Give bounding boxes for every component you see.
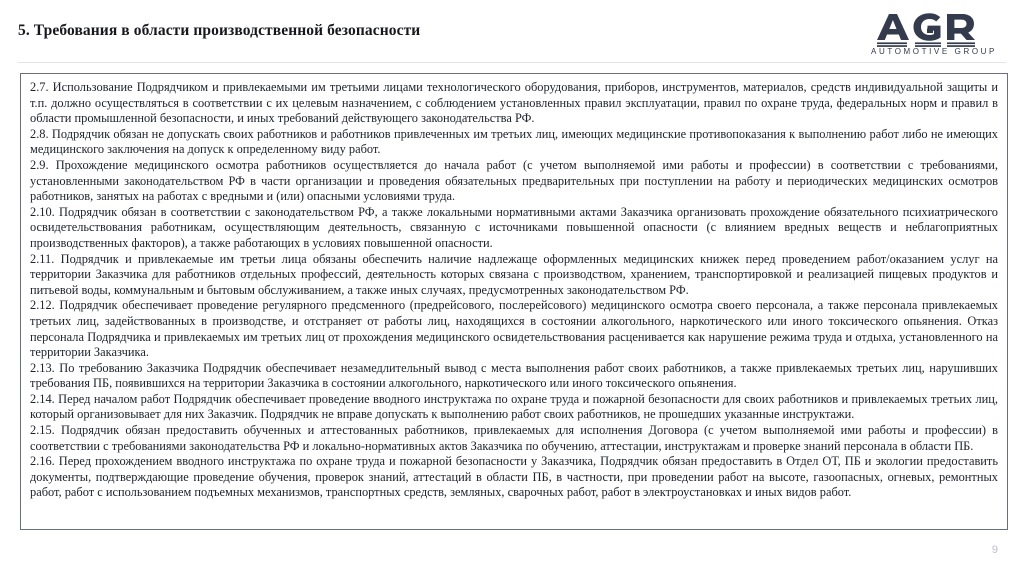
page-number: 9 (991, 544, 998, 556)
paragraph-2-15: 2.15. Подрядчик обязан предоставить обученных и аттестованных работников, привлекаемых для исполнения Договора (с учетом выполняемой ими работы и профессии) в соответствии с требованиями законодательства РФ и локально-нормативных актов Заказчика по обучению, аттестации, инструктажам и проверке знаний персонала в области ПБ. (30, 423, 998, 453)
paragraph-2-9: 2.9. Прохождение медицинского осмотра работников осуществляется до начала работ (с учетом выполняемой ими работы и профессии) в соответствии с требованиями, установленными законодательством РФ в части организации и проведения обязательных предварительных при поступлении на работу и периодических медицинских осмотров работников, занятых на работах с вредными и (или) опасными условиями труда. (30, 157, 998, 204)
logo-subtitle: AUTOMOTIVE GROUP (871, 47, 997, 56)
header-divider (18, 62, 1006, 63)
paragraph-2-11: 2.11. Подрядчик и привлекаемые им третьи лица обязаны обеспечить наличие надлежаще оформленных медицинских книжек перед проведением работ/оказанием услуг на территории Заказчика для работников отдельных профессий, деятельность которых связана с производством, хранением, транспортировкой и реализацией пищевых продуктов и питьевой воды, коммунальным и бытовым обслуживанием, а также иных случаях, предусмотренных законодательством РФ. (30, 251, 998, 297)
paragraph-2-13: 2.13. По требованию Заказчика Подрядчик обеспечивает незамедлительный вывод с места выполнения работ своих работников, а также привлекаемых третьих лиц, нарушивших требования ПБ, появившихся на территории Заказчика в состоянии алкогольного, наркотического или иного токсического опьянения. (30, 360, 998, 391)
paragraph-2-14: 2.14. Перед началом работ Подрядчик обеспечивает проведение вводного инструктажа по охране труда и пожарной безопасности для своих работников и привлекаемых третьих лиц, который организовывает для них Заказчик. Подрядчик не вправе допускать к выполнению работ своих работников, не прошедших указанные инструктажи. (30, 391, 998, 422)
page-title: 5. Требования в области производственной безопасности (18, 22, 421, 39)
content-text-box (20, 73, 1008, 530)
paragraph-2-12: 2.12. Подрядчик обеспечивает проведение регулярного предсменного (предрейсового, послерейсового) медицинского осмотра своего персонала, а также персонала привлекаемых третьих лиц, задействованных в производстве, и отстраняет от работы лиц, находящихся в состоянии алкогольного, наркотического или иного токсического опьянения. Отказ персонала Подрядчика и привлекаемых им третьих лиц от прохождения медицинского освидетельствования расценивается как нарушение режима труда и отдыха, установленного на территории Заказчика. (30, 298, 998, 360)
agr-logo (860, 12, 1008, 60)
logo-wordmark-agr (860, 12, 1008, 45)
paragraph-2-8: 2.8. Подрядчик обязан не допускать своих работников и работников привлеченных им третьих лиц, имеющих медицинские противопоказания к выполнению работ либо не имеющих медицинского заключения на допуск к определенному виду работ. (30, 126, 998, 157)
paragraph-2-7: 2.7. Использование Подрядчиком и привлекаемыми им третьими лицами технологического оборудования, приборов, инструментов, материалов, средств индивидуальной защиты и т.п. должно осуществляться в соответствии с их целевым назначением, с соблюдением установленных правил эксплуатации, правил по охране труда, федеральных норм и правил в области промышленной безопасности, и иных требований действующего законодательства РФ. (30, 80, 998, 126)
paragraph-2-16: 2.16. Перед прохождением вводного инструктажа по охране труда и пожарной безопасности у Заказчика, Подрядчик обязан предоставить в Отдел ОТ, ПБ и экологии предоставить документы, подтверждающие проведение обучения, проверок знаний, аттестаций в области ПБ, в частности, при проведении работ на высоте, газоопасных, огневых, ремонтных работ, работ с использованием подъемных механизмов, транспортных средств, земляных, сварочных работ, работ в электроустановках и иных видов работ. (30, 454, 998, 500)
agr-logo-icon (871, 12, 997, 48)
paragraph-2-10: 2.10. Подрядчик обязан в соответствии с законодательством РФ, а также локальными нормативными актами Заказчика организовать прохождение обязательного психиатрического освидетельствования работникам, осуществляющим деятельность, связанную с источниками повышенной опасности (с влиянием вредных веществ и неблагоприятных производственных факторов), а также работающих в условиях повышенной опасности. (30, 204, 998, 250)
slide-header (0, 0, 1024, 62)
